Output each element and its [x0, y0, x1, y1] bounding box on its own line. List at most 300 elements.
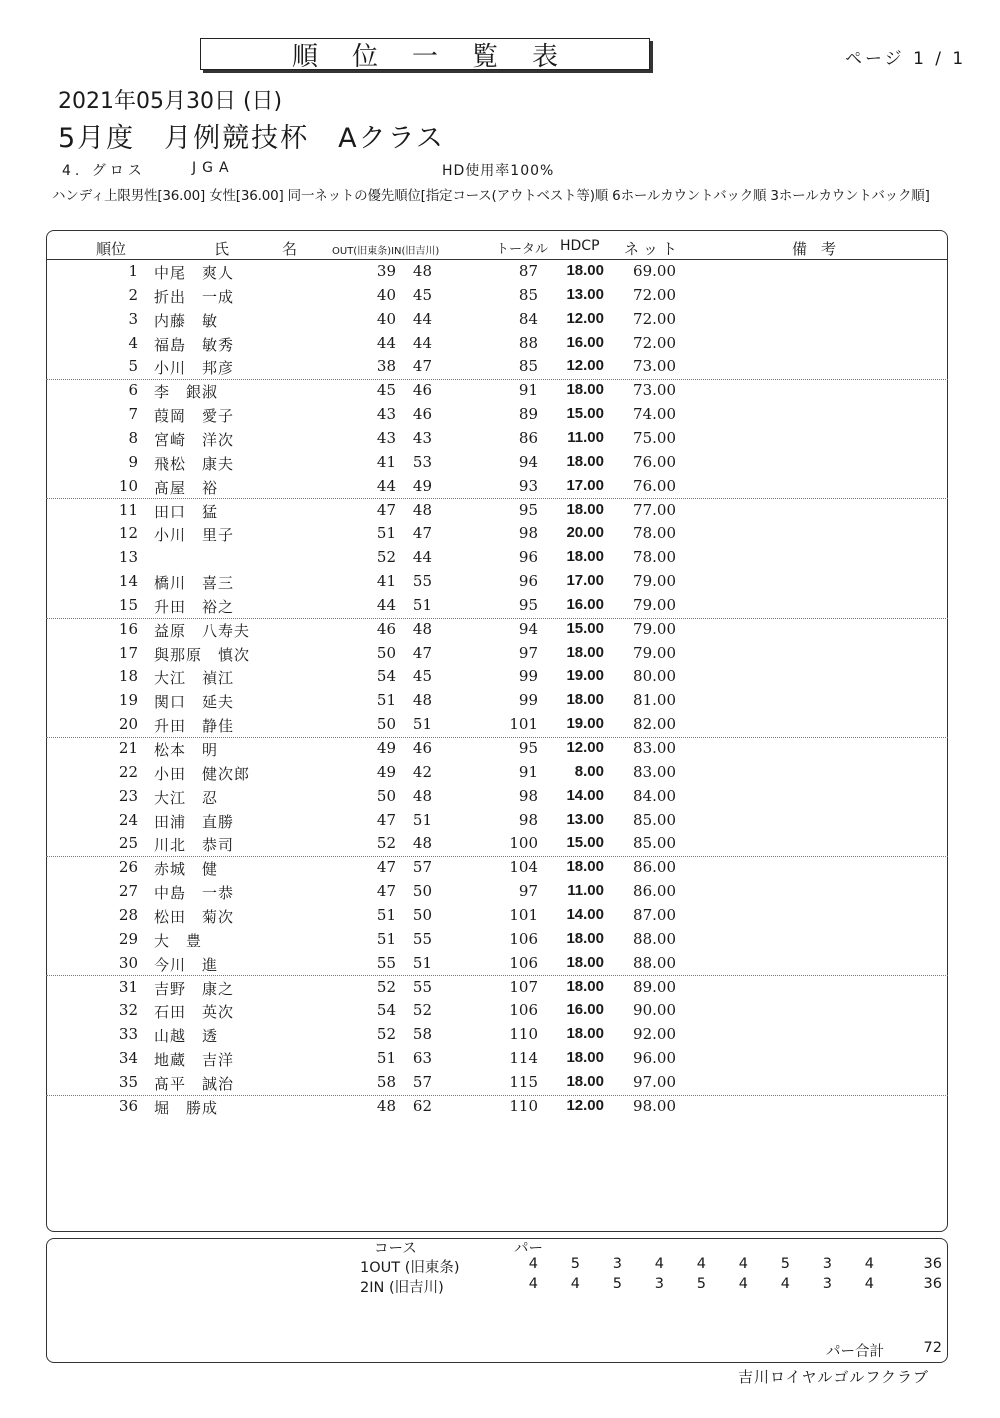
player-name-cell: 今川 進 — [154, 955, 219, 974]
out-score-cell: 43 — [376, 428, 396, 447]
net-score-cell: 79.00 — [633, 619, 676, 638]
player-name-cell: 升田 静佳 — [154, 717, 235, 736]
out-score-cell: 51 — [376, 524, 396, 543]
total-score-cell: 91 — [518, 762, 538, 781]
hole-par: 5 — [612, 1276, 622, 1292]
net-score-cell: 87.00 — [633, 905, 676, 924]
handicap-cell: 12.00 — [566, 309, 604, 327]
total-score-cell: 100 — [509, 834, 538, 853]
rank-cell: 25 — [118, 834, 138, 853]
hole-par: 3 — [612, 1256, 622, 1272]
in-score-cell: 43 — [412, 428, 432, 447]
net-score-cell: 76.00 — [633, 452, 676, 471]
net-score-cell: 72.00 — [633, 285, 676, 304]
out-score-cell: 55 — [376, 953, 396, 972]
handicap-cell: 13.00 — [566, 285, 604, 303]
report-title: 順位一覧表 — [291, 41, 592, 72]
hole-par: 4 — [864, 1256, 874, 1272]
table-row — [46, 689, 948, 713]
rank-cell: 13 — [118, 548, 138, 567]
total-score-cell: 114 — [509, 1049, 538, 1068]
course-par-total: 36 — [923, 1276, 942, 1292]
player-name-cell: 宮崎 洋次 — [154, 430, 235, 449]
hole-par: 5 — [780, 1256, 790, 1272]
table-row — [46, 665, 948, 689]
out-score-cell: 47 — [376, 810, 396, 829]
in-score-cell: 45 — [412, 285, 432, 304]
rank-cell: 32 — [118, 1001, 138, 1020]
net-score-cell: 79.00 — [633, 643, 676, 662]
player-name-cell: 山越 透 — [154, 1027, 219, 1046]
rank-cell: 1 — [128, 262, 138, 280]
table-row — [46, 880, 948, 904]
table-row — [46, 713, 948, 738]
net-score-cell: 88.00 — [633, 929, 676, 948]
in-score-cell: 53 — [412, 452, 432, 471]
total-score-cell: 96 — [518, 548, 538, 567]
rank-cell: 11 — [118, 500, 138, 519]
hole-par: 5 — [696, 1276, 706, 1292]
handicap-cell: 16.00 — [566, 1001, 604, 1019]
par-total-label: パー合計 — [826, 1344, 884, 1360]
col-header-remarks: 備考 — [792, 240, 851, 258]
net-score-cell: 77.00 — [633, 500, 676, 519]
table-row — [46, 284, 948, 308]
page-number: ページ 1 / 1 — [845, 49, 967, 69]
in-score-cell: 47 — [412, 357, 432, 376]
par-total-value: 72 — [923, 1340, 942, 1356]
in-score-cell: 44 — [412, 548, 432, 567]
total-score-cell: 106 — [509, 1001, 538, 1020]
total-score-cell: 98 — [518, 524, 538, 543]
player-name-cell: 中尾 爽人 — [154, 264, 235, 282]
out-score-cell: 51 — [376, 1049, 396, 1068]
report-title-box — [200, 38, 650, 70]
out-score-cell: 48 — [376, 1096, 396, 1115]
player-name-cell: 與那原 慎次 — [154, 645, 251, 664]
in-score-cell: 46 — [412, 739, 432, 757]
player-name-cell: 大江 禎江 — [154, 669, 235, 688]
handicap-system: JGA — [192, 160, 235, 176]
rank-cell: 18 — [118, 667, 138, 686]
hole-par: 4 — [528, 1256, 538, 1272]
in-score-cell: 51 — [412, 715, 432, 734]
total-score-cell: 104 — [509, 858, 538, 877]
in-score-cell: 57 — [412, 858, 432, 877]
in-score-cell: 42 — [412, 762, 432, 781]
table-row — [46, 761, 948, 785]
net-score-cell: 88.00 — [633, 953, 676, 972]
rank-cell: 28 — [118, 905, 138, 924]
net-score-cell: 85.00 — [633, 810, 676, 829]
net-score-cell: 72.00 — [633, 309, 676, 328]
player-name-cell: 堀 勝成 — [154, 1098, 219, 1117]
table-row — [46, 737, 948, 761]
rank-cell: 10 — [118, 476, 138, 495]
handicap-cell: 17.00 — [566, 572, 604, 590]
handicap-rate: HD使用率100% — [442, 163, 555, 179]
total-score-cell: 94 — [518, 619, 538, 638]
rank-cell: 23 — [118, 786, 138, 805]
rank-cell: 30 — [118, 953, 138, 972]
player-name-cell: 福島 敏秀 — [154, 335, 235, 354]
in-score-cell: 48 — [412, 786, 432, 805]
handicap-cell: 14.00 — [566, 786, 604, 804]
handicap-cell: 12.00 — [566, 739, 604, 756]
in-score-cell: 48 — [412, 619, 432, 638]
table-row — [46, 1047, 948, 1071]
total-score-cell: 97 — [518, 882, 538, 901]
total-score-cell: 101 — [509, 715, 538, 734]
table-row — [46, 832, 948, 857]
player-name-cell: 髙屋 裕 — [154, 478, 219, 497]
out-score-cell: 41 — [376, 452, 396, 471]
player-name-cell: 小田 健次郎 — [154, 764, 251, 783]
handicap-cell: 16.00 — [566, 595, 604, 613]
table-row — [46, 594, 948, 619]
table-row — [46, 332, 948, 356]
in-score-cell: 48 — [412, 262, 432, 280]
total-score-cell: 110 — [509, 1096, 538, 1115]
handicap-cell: 12.00 — [566, 357, 604, 375]
hole-par: 4 — [528, 1276, 538, 1292]
out-score-cell: 51 — [376, 929, 396, 948]
total-score-cell: 99 — [518, 691, 538, 710]
table-row — [46, 1071, 948, 1096]
table-row — [46, 403, 948, 427]
total-score-cell: 101 — [509, 905, 538, 924]
table-row — [46, 785, 948, 809]
handicap-cell: 15.00 — [566, 834, 604, 852]
col-header-total: トータル — [496, 242, 549, 257]
in-score-cell: 47 — [412, 524, 432, 543]
course-name: 2IN (旧吉川) — [360, 1280, 444, 1296]
col-header-net: ネット — [624, 240, 682, 258]
player-name-cell: 髙平 誠治 — [154, 1074, 235, 1093]
out-score-cell: 40 — [376, 285, 396, 304]
handicap-cell: 18.00 — [566, 1072, 604, 1090]
rank-cell: 8 — [128, 428, 138, 447]
total-score-cell: 95 — [518, 595, 538, 614]
hole-par: 4 — [864, 1276, 874, 1292]
col-header-name-family: 氏 — [214, 240, 230, 258]
handicap-cell: 16.00 — [566, 333, 604, 351]
player-name-cell: 田口 猛 — [154, 502, 219, 521]
net-score-cell: 72.00 — [633, 333, 676, 352]
handicap-cell: 11.00 — [567, 882, 604, 900]
handicap-cell: 18.00 — [566, 381, 604, 399]
table-row — [46, 260, 948, 284]
out-score-cell: 44 — [376, 595, 396, 614]
total-score-cell: 95 — [518, 739, 538, 757]
in-score-cell: 50 — [412, 882, 432, 901]
in-score-cell: 62 — [412, 1096, 432, 1115]
handicap-cell: 11.00 — [567, 428, 604, 446]
out-score-cell: 54 — [376, 1001, 396, 1020]
out-score-cell: 43 — [376, 405, 396, 424]
table-row — [46, 904, 948, 928]
hole-par: 4 — [654, 1256, 664, 1272]
hole-par: 4 — [570, 1276, 580, 1292]
table-row — [46, 999, 948, 1023]
player-name-cell: 赤城 健 — [154, 860, 219, 879]
total-score-cell: 110 — [509, 1025, 538, 1044]
player-name-cell: 川北 恭司 — [154, 836, 235, 855]
rank-cell: 5 — [128, 357, 138, 376]
net-score-cell: 84.00 — [633, 786, 676, 805]
player-name-cell: 折出 一成 — [154, 287, 235, 306]
player-name-cell: 小川 里子 — [154, 526, 235, 545]
out-score-cell: 50 — [376, 715, 396, 734]
net-score-cell: 86.00 — [633, 858, 676, 877]
table-row — [46, 642, 948, 666]
in-score-cell: 48 — [412, 500, 432, 519]
in-score-cell: 51 — [412, 953, 432, 972]
rank-cell: 3 — [128, 309, 138, 328]
col-header-name-given: 名 — [282, 240, 298, 258]
handicap-cell: 20.00 — [566, 524, 604, 542]
out-score-cell: 52 — [376, 977, 396, 996]
rank-cell: 26 — [118, 858, 138, 877]
player-name-cell: 大 豊 — [154, 931, 203, 950]
handicap-cell: 18.00 — [566, 858, 604, 876]
out-score-cell: 52 — [376, 1025, 396, 1044]
rank-cell: 19 — [118, 691, 138, 710]
out-score-cell: 44 — [376, 333, 396, 352]
table-row — [46, 546, 948, 570]
total-score-cell: 99 — [518, 667, 538, 686]
out-score-cell: 47 — [376, 882, 396, 901]
out-score-cell: 45 — [376, 381, 396, 400]
handicap-cell: 18.00 — [566, 691, 604, 709]
total-score-cell: 115 — [509, 1072, 538, 1091]
total-score-cell: 91 — [518, 381, 538, 400]
player-name-cell: 松本 明 — [154, 741, 219, 759]
table-row — [46, 570, 948, 594]
player-name-cell: 内藤 敏 — [154, 311, 219, 330]
total-score-cell: 84 — [518, 309, 538, 328]
handicap-cell: 18.00 — [566, 1049, 604, 1067]
in-score-cell: 48 — [412, 691, 432, 710]
total-score-cell: 94 — [518, 452, 538, 471]
in-score-cell: 51 — [412, 810, 432, 829]
in-score-cell: 57 — [412, 1072, 432, 1091]
rank-cell: 9 — [128, 452, 138, 471]
handicap-cell: 17.00 — [566, 476, 604, 494]
net-score-cell: 97.00 — [633, 1072, 676, 1091]
table-row — [46, 928, 948, 952]
player-name-cell: 飛松 康夫 — [154, 454, 235, 473]
rank-cell: 2 — [128, 285, 138, 304]
net-score-cell: 73.00 — [633, 381, 676, 400]
total-score-cell: 86 — [518, 428, 538, 447]
total-score-cell: 98 — [518, 810, 538, 829]
net-score-cell: 96.00 — [633, 1049, 676, 1068]
in-score-cell: 55 — [412, 977, 432, 996]
net-score-cell: 69.00 — [633, 262, 676, 280]
handicap-cell: 12.00 — [566, 1096, 604, 1114]
net-score-cell: 78.00 — [633, 548, 676, 567]
handicap-cell: 15.00 — [566, 405, 604, 423]
total-score-cell: 88 — [518, 333, 538, 352]
total-score-cell: 87 — [518, 262, 538, 280]
player-name-cell: 石田 英次 — [154, 1003, 235, 1022]
rank-cell: 12 — [118, 524, 138, 543]
rank-cell: 6 — [128, 381, 138, 400]
player-name-cell: 松田 菊次 — [154, 907, 235, 926]
total-score-cell: 106 — [509, 953, 538, 972]
rank-cell: 7 — [128, 405, 138, 424]
in-score-cell: 49 — [412, 476, 432, 495]
rank-cell: 27 — [118, 882, 138, 901]
in-score-cell: 44 — [412, 309, 432, 328]
out-score-cell: 52 — [376, 834, 396, 853]
rank-cell: 21 — [118, 739, 138, 757]
table-row — [46, 856, 948, 880]
handicap-cell: 18.00 — [566, 929, 604, 947]
handicap-cell: 18.00 — [566, 977, 604, 995]
total-score-cell: 98 — [518, 786, 538, 805]
in-score-cell: 45 — [412, 667, 432, 686]
out-score-cell: 52 — [376, 548, 396, 567]
table-row — [46, 522, 948, 546]
hole-par: 3 — [822, 1256, 832, 1272]
total-score-cell: 96 — [518, 572, 538, 591]
net-score-cell: 82.00 — [633, 715, 676, 734]
table-row — [46, 355, 948, 380]
hole-par: 5 — [570, 1256, 580, 1272]
rank-cell: 36 — [118, 1096, 138, 1115]
rank-cell: 14 — [118, 572, 138, 591]
in-score-cell: 51 — [412, 595, 432, 614]
in-score-cell: 47 — [412, 643, 432, 662]
in-score-cell: 55 — [412, 572, 432, 591]
in-score-cell: 50 — [412, 905, 432, 924]
rank-cell: 16 — [118, 619, 138, 638]
table-row — [46, 809, 948, 833]
out-score-cell: 49 — [376, 739, 396, 757]
total-score-cell: 97 — [518, 643, 538, 662]
net-score-cell: 81.00 — [633, 691, 676, 710]
in-score-cell: 46 — [412, 405, 432, 424]
total-score-cell: 107 — [509, 977, 538, 996]
player-name-cell: 益原 八寿夫 — [154, 621, 251, 640]
event-name: 5月度 月例競技杯 Aクラス — [58, 123, 445, 154]
hole-par: 4 — [696, 1256, 706, 1272]
handicap-cell: 19.00 — [566, 667, 604, 685]
out-score-cell: 40 — [376, 309, 396, 328]
table-row — [46, 976, 948, 1000]
handicap-cell: 18.00 — [566, 262, 604, 279]
player-name-cell: 地蔵 吉洋 — [154, 1051, 235, 1070]
net-score-cell: 73.00 — [633, 357, 676, 376]
total-score-cell: 95 — [518, 500, 538, 519]
handicap-cell: 13.00 — [566, 810, 604, 828]
out-score-cell: 49 — [376, 762, 396, 781]
player-name-cell: 葭岡 愛子 — [154, 407, 235, 426]
in-score-cell: 55 — [412, 929, 432, 948]
out-score-cell: 47 — [376, 500, 396, 519]
club-name: 吉川ロイヤルゴルフクラブ — [738, 1368, 929, 1386]
net-score-cell: 92.00 — [633, 1025, 676, 1044]
handicap-cell: 18.00 — [566, 1025, 604, 1043]
handicap-cell: 18.00 — [566, 548, 604, 566]
par-label: パー — [514, 1241, 543, 1257]
player-name-cell: 吉野 康之 — [154, 979, 235, 998]
hole-par: 3 — [822, 1276, 832, 1292]
out-score-cell: 50 — [376, 786, 396, 805]
table-row — [46, 451, 948, 475]
out-score-cell: 50 — [376, 643, 396, 662]
total-score-cell: 85 — [518, 357, 538, 376]
out-score-cell: 38 — [376, 357, 396, 376]
rank-cell: 22 — [118, 762, 138, 781]
rank-cell: 35 — [118, 1072, 138, 1091]
table-row — [46, 379, 948, 403]
net-score-cell: 85.00 — [633, 834, 676, 853]
hole-par: 4 — [780, 1276, 790, 1292]
event-date: 2021年05月30日 (日) — [58, 89, 283, 114]
tiebreak-rules: ハンディ上限男性[36.00] 女性[36.00] 同一ネットの優先順位[指定コース(アウトベスト等)順 6ホールカウントバック順 3ホールカウントバック順] — [52, 188, 930, 204]
net-score-cell: 83.00 — [633, 739, 676, 757]
handicap-cell: 15.00 — [566, 619, 604, 637]
rank-cell: 20 — [118, 715, 138, 734]
table-row — [46, 499, 948, 523]
handicap-cell: 18.00 — [566, 452, 604, 470]
player-name-cell: 関口 延夫 — [154, 693, 235, 712]
table-row — [46, 1023, 948, 1047]
table-row — [46, 618, 948, 642]
rank-cell: 33 — [118, 1025, 138, 1044]
out-score-cell: 51 — [376, 905, 396, 924]
hole-par: 3 — [654, 1276, 664, 1292]
course-label: コース — [374, 1241, 417, 1257]
net-score-cell: 78.00 — [633, 524, 676, 543]
hole-par: 4 — [738, 1276, 748, 1292]
player-name-cell: 田浦 直勝 — [154, 812, 235, 831]
net-score-cell: 80.00 — [633, 667, 676, 686]
net-score-cell: 86.00 — [633, 882, 676, 901]
out-score-cell: 54 — [376, 667, 396, 686]
player-name-cell: 李 銀淑 — [154, 383, 219, 402]
rank-cell: 31 — [118, 977, 138, 996]
total-score-cell: 89 — [518, 405, 538, 424]
in-score-cell: 63 — [412, 1049, 432, 1068]
out-score-cell: 39 — [376, 262, 396, 280]
in-score-cell: 52 — [412, 1001, 432, 1020]
net-score-cell: 89.00 — [633, 977, 676, 996]
table-row — [46, 475, 948, 500]
rank-cell: 15 — [118, 595, 138, 614]
net-score-cell: 75.00 — [633, 428, 676, 447]
out-score-cell: 41 — [376, 572, 396, 591]
in-score-cell: 44 — [412, 333, 432, 352]
net-score-cell: 76.00 — [633, 476, 676, 495]
total-score-cell: 85 — [518, 285, 538, 304]
net-score-cell: 90.00 — [633, 1001, 676, 1020]
player-name-cell: 橋川 喜三 — [154, 574, 235, 593]
player-name-cell: 大江 忍 — [154, 788, 219, 807]
hole-par: 4 — [738, 1256, 748, 1272]
net-score-cell: 98.00 — [633, 1096, 676, 1115]
total-score-cell: 93 — [518, 476, 538, 495]
handicap-cell: 19.00 — [566, 715, 604, 733]
out-score-cell: 47 — [376, 858, 396, 877]
rank-cell: 4 — [128, 333, 138, 352]
player-name-cell: 中島 一恭 — [154, 884, 235, 903]
rank-cell: 24 — [118, 810, 138, 829]
rank-cell: 29 — [118, 929, 138, 948]
